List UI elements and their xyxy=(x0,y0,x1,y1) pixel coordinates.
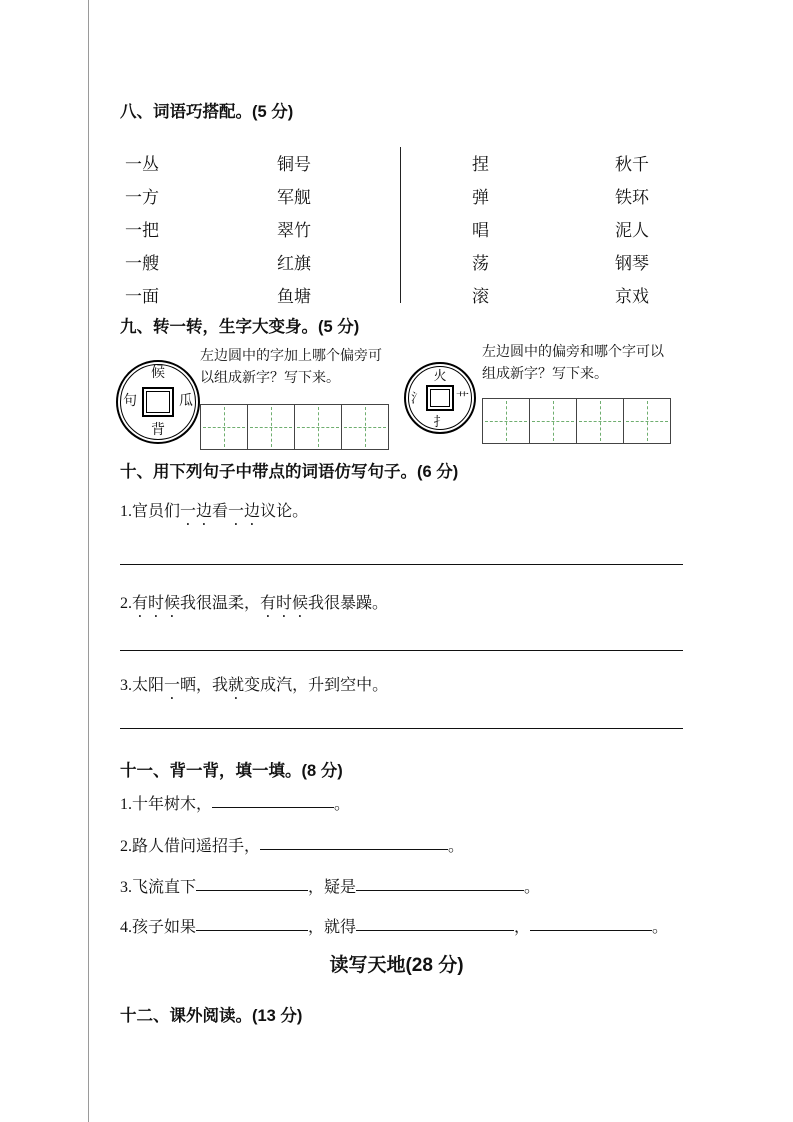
sentence-text: 变成汽，升到空中。 xyxy=(244,677,389,694)
fill-blank xyxy=(260,835,448,850)
dotted-word: 就 xyxy=(228,677,245,694)
coin-char-top: 火 xyxy=(433,368,447,383)
writing-grid-left xyxy=(200,404,389,450)
coin-char-top: 候 xyxy=(151,366,165,381)
sentence-text: 1.官员们 xyxy=(120,503,181,520)
example-sentence-1 xyxy=(120,498,308,529)
fill-text: 4.孩子如果 xyxy=(120,919,197,936)
fill-in-item-4 xyxy=(120,916,668,940)
fill-text: 。 xyxy=(524,879,541,896)
section-10-heading: 十、用下列句子中带点的词语仿写句子。(6 分) xyxy=(120,463,459,481)
sentence-text: 3.太阳 xyxy=(120,677,165,694)
match-word-left: 一丛 xyxy=(125,155,159,174)
writing-cell xyxy=(623,398,671,444)
match-word-left: 唱 xyxy=(472,221,489,240)
writing-cell xyxy=(294,404,342,450)
word-match-row xyxy=(472,280,649,313)
match-word-right: 秋千 xyxy=(615,155,649,174)
fill-blank xyxy=(356,916,514,931)
coin-square-inner xyxy=(146,391,170,413)
match-word-left: 荡 xyxy=(472,254,489,273)
section-8-heading: 八、词语巧搭配。(5 分) xyxy=(120,103,294,121)
fill-in-item-3 xyxy=(120,876,540,900)
fill-in-item-2 xyxy=(120,835,464,859)
answer-line-2 xyxy=(120,650,683,651)
character-coin-left xyxy=(116,360,200,444)
word-match-row xyxy=(125,148,311,181)
fill-text: 3.飞流直下 xyxy=(120,879,197,896)
example-sentence-3 xyxy=(120,672,388,703)
sentence-text: 2. xyxy=(120,595,132,612)
writing-cell xyxy=(247,404,295,450)
match-word-left: 弹 xyxy=(472,188,489,207)
word-match-row xyxy=(472,148,649,181)
coin-char-left: 氵 xyxy=(411,390,425,406)
word-match-row xyxy=(125,181,311,214)
writing-cell xyxy=(529,398,577,444)
writing-grid-right xyxy=(482,398,671,444)
coin-square-inner xyxy=(430,389,450,407)
match-word-right: 京戏 xyxy=(615,287,649,306)
fill-text: ， xyxy=(514,919,531,936)
sentence-text: 晒，我 xyxy=(180,677,229,694)
word-match-row xyxy=(125,214,311,247)
match-word-left: 一艘 xyxy=(125,254,159,273)
fill-text: ，疑是 xyxy=(308,879,357,896)
fill-blank xyxy=(212,793,334,808)
match-word-right: 鱼塘 xyxy=(277,287,311,306)
word-match-right-group xyxy=(472,148,649,313)
match-word-right: 泥人 xyxy=(615,221,649,240)
sentence-text: 我很温柔， xyxy=(180,595,261,612)
section-9-heading: 九、转一转，生字大变身。(5 分) xyxy=(120,318,360,336)
fill-blank xyxy=(196,876,308,891)
section-11-heading: 十一、背一背，填一填。(8 分) xyxy=(120,762,343,780)
fill-blank xyxy=(356,876,524,891)
dotted-word: 一边 xyxy=(228,503,261,520)
match-word-left: 一把 xyxy=(125,221,159,240)
writing-cell xyxy=(341,404,389,450)
fill-text: 。 xyxy=(334,796,351,813)
dotted-word: 一边 xyxy=(180,503,213,520)
fill-blank xyxy=(196,916,308,931)
word-match-left-group xyxy=(125,148,311,313)
answer-line-1 xyxy=(120,564,683,565)
writing-cell xyxy=(200,404,248,450)
fill-text: 2.路人借问遥招手， xyxy=(120,838,261,855)
sentence-text: 看 xyxy=(212,503,229,520)
word-match-row xyxy=(125,247,311,280)
match-word-right: 铁环 xyxy=(615,188,649,207)
answer-line-3 xyxy=(120,728,683,729)
radical-coin-right xyxy=(404,362,476,434)
match-word-right: 铜号 xyxy=(277,155,311,174)
left-coin-prompt: 左边圆中的字加上哪个偏旁可以组成新字？写下来。 xyxy=(200,349,382,387)
word-match-row xyxy=(125,280,311,313)
fill-text: 。 xyxy=(448,838,465,855)
coin-char-right: 艹 xyxy=(455,390,469,406)
dotted-word: 有时候 xyxy=(260,595,309,612)
right-coin-prompt: 左边圆中的偏旁和哪个字可以组成新字？写下来。 xyxy=(482,345,664,383)
example-sentence-2 xyxy=(120,590,388,621)
dotted-word: 有时候 xyxy=(132,595,181,612)
match-word-left: 滚 xyxy=(472,287,489,306)
coin-char-bottom: 扌 xyxy=(433,414,447,429)
match-word-right: 军舰 xyxy=(277,188,311,207)
writing-cell xyxy=(482,398,530,444)
fill-in-item-1 xyxy=(120,793,350,817)
sentence-text: 议论。 xyxy=(260,503,309,520)
match-word-left: 一面 xyxy=(125,287,159,306)
match-word-right: 钢琴 xyxy=(615,254,649,273)
coin-char-left: 句 xyxy=(123,394,137,409)
match-word-left: 一方 xyxy=(125,188,159,207)
coin-char-bottom: 背 xyxy=(151,423,165,438)
fill-text: 1.十年树木， xyxy=(120,796,213,813)
word-match-row xyxy=(472,181,649,214)
word-match-row xyxy=(472,247,649,280)
word-match-row xyxy=(472,214,649,247)
sentence-text: 我很暴躁。 xyxy=(308,595,389,612)
match-divider xyxy=(400,147,401,303)
match-word-left: 捏 xyxy=(472,155,489,174)
part-heading-reading-writing: 读写天地(28 分) xyxy=(329,955,464,976)
fill-text: ，就得 xyxy=(308,919,357,936)
match-word-right: 翠竹 xyxy=(277,221,311,240)
coin-char-right: 瓜 xyxy=(179,394,193,409)
writing-cell xyxy=(576,398,624,444)
match-word-right: 红旗 xyxy=(277,254,311,273)
section-12-heading: 十二、课外阅读。(13 分) xyxy=(120,1007,303,1025)
dotted-word: 一 xyxy=(164,677,181,694)
fill-text: 。 xyxy=(652,919,669,936)
fill-blank xyxy=(530,916,652,931)
